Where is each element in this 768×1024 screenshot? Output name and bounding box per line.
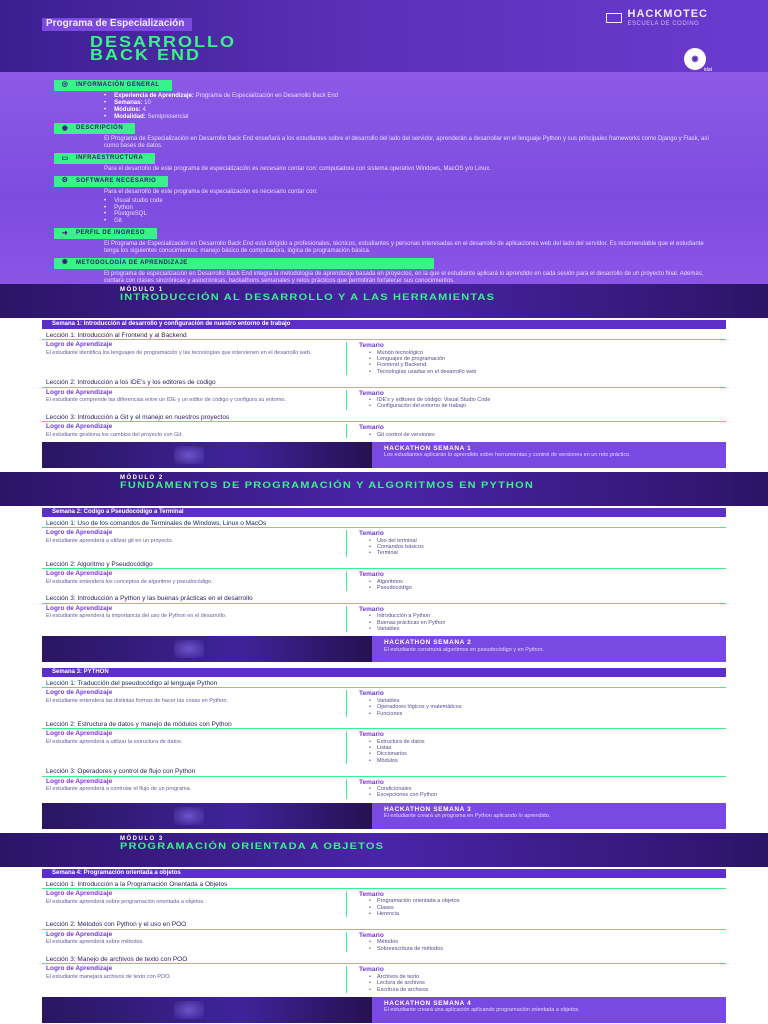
syllabus-item: • Terminal [369, 550, 424, 556]
lesson-row [42, 690, 726, 716]
week-title: Semana 3: PYTHON [42, 668, 726, 677]
module-label: MÓDULO 3 [120, 835, 164, 842]
hackathon-image [42, 442, 372, 468]
syllabus-item: • Archivos de texto [369, 974, 428, 980]
syllabus-item: • Buenas prácticas en Python [369, 620, 445, 626]
syllabus-heading: Temario [359, 778, 384, 786]
hackathon-image [42, 636, 372, 662]
description-text: El Programa de Especialización en Desarrollo Back End enseñará a los estudiantes sobre el desarrollo del lado del servidor, aprenderán a desarrollar en el lenguaje Python y sus principales frameworks como Django y Flask, así como bases de datos. [104, 136, 709, 150]
learning-outcome [42, 571, 347, 591]
week-title: Semana 4: Programación orientada a objetos [42, 869, 726, 878]
lesson-title: Lección 1: Traducción del pseudocódigo al lenguaje Python [42, 680, 726, 688]
info-section [0, 72, 768, 284]
syllabus-item: • Lenguajes de programación [369, 356, 476, 362]
learning-outcome [42, 891, 347, 917]
syllabus [347, 690, 462, 716]
module-label: MÓDULO 1 [120, 287, 164, 293]
hackathon-box [372, 803, 726, 829]
lesson-title: Lección 3: Introducción a Python y las buenas prácticas en el desarrollo [42, 595, 726, 603]
program-title [90, 33, 236, 64]
general-info-value: 10 [142, 99, 151, 106]
general-info-value: Semipresencial [145, 113, 189, 120]
learning-outcome-text: El estudiante aprenderá la importancia del uso de Python en el desarrollo. [46, 613, 227, 620]
lesson-title: Lección 2: Métodos con Python y el uso en POO [42, 921, 726, 929]
lesson-row [42, 530, 726, 556]
brand-logo-icon [606, 13, 622, 23]
week-block [0, 318, 768, 468]
hackathon-image [42, 803, 372, 829]
hackathon-image [42, 997, 372, 1023]
syllabus-heading: Temario [359, 342, 384, 350]
syllabus-item: • Mundo tecnológico [369, 350, 476, 356]
learning-outcome-text: El estudiante aprenderá a utilizar la estructura de datos. [46, 738, 183, 745]
module-label: MÓDULO 2 [120, 474, 164, 481]
learning-outcome [42, 932, 347, 952]
syllabus-item: • Clases [369, 905, 460, 911]
lesson-row [42, 731, 726, 764]
lesson-row [42, 779, 726, 799]
software-pill: ⚙ SOFTWARE NECESARIO [54, 176, 168, 187]
syllabus-item: • Métodos [369, 939, 443, 945]
learning-outcome-heading: Logro de Aprendizaje [46, 965, 113, 973]
general-info-item [104, 107, 714, 114]
syllabus-item: • Módulos [369, 758, 425, 764]
syllabus-item: • Frontend y Backend [369, 362, 476, 368]
learning-outcome [42, 342, 347, 375]
hackathon-title: HACKATHON SEMANA 3 [384, 805, 472, 813]
lesson-title: Lección 1: Uso de los comandos de Terminales de Windows, Linux o MacOs [42, 520, 726, 528]
learning-outcome [42, 390, 347, 410]
brain-icon: ✺ [61, 259, 69, 267]
partner-logo-icon: ◉ [684, 48, 706, 70]
infra-pill: ▭ INFRAESTRUCTURA [54, 153, 155, 164]
week-block [0, 506, 768, 662]
syllabus-heading: Temario [359, 731, 384, 739]
syllabus-heading: Temario [359, 690, 384, 698]
software-item: • PostgreSQL [104, 211, 714, 218]
learning-outcome-heading: Logro de Aprendizaje [46, 423, 113, 431]
syllabus-item: • Escritura de archivos [369, 987, 428, 993]
general-info-key: Módulos: [114, 106, 141, 113]
program-label: Programa de Especialización [42, 18, 192, 31]
syllabus-list [359, 698, 462, 717]
general-info-key: Semanas: [114, 99, 143, 106]
syllabus [347, 966, 428, 992]
title-line-1: DESARROLLO [90, 33, 236, 51]
lesson-row [42, 424, 726, 438]
syllabus-item: • Configuración del entorno de trabajo [369, 403, 490, 409]
hero-banner [0, 0, 768, 72]
learning-outcome-heading: Logro de Aprendizaje [46, 890, 113, 897]
syllabus-item: • Funciones [369, 711, 462, 717]
general-info-key: Experiencia de Aprendizaje: [114, 92, 194, 99]
learning-outcome-text: El estudiante entenderá las distintas formas de hacer las cosas en Python. [46, 697, 228, 704]
lesson-title: Lección 3: Operadores y control de flujo con Python [42, 768, 726, 776]
lesson-row [42, 342, 726, 375]
syllabus-item: • Pseudocódigo [369, 585, 412, 591]
learning-outcome [42, 731, 347, 764]
syllabus-item: • Variables [369, 698, 462, 704]
learning-outcome [42, 966, 347, 992]
syllabus-heading: Temario [359, 424, 384, 432]
syllabus-list [359, 432, 435, 438]
lesson-row [42, 932, 726, 952]
learning-outcome-text: El estudiante gestiona los cambios del proyecto con Git. [46, 431, 183, 438]
software-list [54, 198, 714, 226]
learning-outcome-heading: Logro de Aprendizaje [46, 529, 113, 537]
gear-icon: ⚙ [61, 177, 69, 185]
software-item: • Python [104, 205, 714, 212]
syllabus-list [359, 974, 428, 993]
syllabus-item: • Operadores lógicos y matemáticos [369, 704, 462, 710]
hackathon-text: El estudiante construirá algoritmos en pseudocódigo y en Python. [384, 646, 544, 653]
learning-outcome [42, 690, 347, 716]
week-block [0, 867, 768, 1023]
lesson-row [42, 390, 726, 410]
learning-outcome [42, 779, 347, 799]
lesson-title: Lección 1: Introducción al Frontend y al Backend [42, 332, 726, 340]
syllabus-item: • Git control de versiones [369, 432, 435, 438]
syllabus-heading: Temario [359, 966, 384, 974]
learning-outcome-heading: Logro de Aprendizaje [46, 930, 113, 938]
general-info-item [104, 114, 714, 121]
lesson-block [42, 414, 726, 438]
lesson-block [42, 379, 726, 410]
modules-content [0, 284, 768, 1024]
lesson-block [42, 881, 726, 918]
learning-outcome-heading: Logro de Aprendizaje [46, 570, 113, 578]
lesson-row [42, 891, 726, 917]
lesson-block [42, 680, 726, 717]
profile-text: El Programa de Especialización en Desarrollo Back End está dirigido a profesionales, técnicos, estudiantes y personas interesadas en el desarrollo de aplicaciones web del lado del servidor. Es recomendable que el estudiante tenga los siguientes conocimientos: manejo básico de computadora, lógica de programación básica. [104, 241, 704, 255]
syllabus-item: • Programación orientada a objetos [369, 898, 460, 904]
syllabus-item: • Comandos básicos [369, 544, 424, 550]
method-text: El programa de especialización en Desarrollo Back End integra la metodología de aprendizaje basada en proyectos, en la que el estudiante aplicará lo aprendido en cada sesión para el desarrollo de un proyecto final. Además, contará con clases sincrónicas y asincrónicas, hackathons semanales y retos prácticos que permitirán fortalecer sus conocimientos. [104, 270, 704, 284]
learning-outcome-text: El estudiante identifica los lenguajes de programación y las tecnologías que intervienen en el desarrollo web. [46, 349, 312, 356]
title-line-2: BACK END [90, 46, 202, 64]
learning-outcome [42, 424, 347, 438]
general-info-key: Modalidad: [114, 113, 146, 120]
hackathon-box [372, 997, 726, 1023]
syllabus-item: • Introducción a Python [369, 613, 445, 619]
module-title: PROGRAMACIÓN ORIENTADA A OBJETOS [120, 840, 385, 852]
syllabus [347, 530, 424, 556]
learning-outcome-text: El estudiante manejará archivos de texto con POO. [46, 973, 172, 980]
module-banner [0, 833, 768, 867]
hackathon-box [372, 636, 726, 662]
syllabus-item: • Diccionarios [369, 751, 425, 757]
syllabus-heading: Temario [359, 891, 384, 898]
hackathon-text: El estudiante creará un programa en Python aplicando lo aprendido. [384, 813, 551, 820]
general-info-item [104, 93, 714, 100]
partner-logo-text: idat [703, 67, 712, 72]
brand [606, 8, 709, 28]
syllabus-item: • IDE's y editores de código: Visual Studio Code [369, 397, 490, 403]
syllabus [347, 891, 460, 917]
week-title: Semana 1: Introducción al desarrollo y configuración de nuestro entorno de trabajo [42, 320, 726, 329]
lesson-block [42, 956, 726, 993]
syllabus-heading: Temario [359, 931, 384, 939]
hackathon-block [42, 636, 726, 662]
learning-outcome-heading: Logro de Aprendizaje [46, 689, 113, 697]
week-block [0, 666, 768, 829]
learning-outcome-text: El estudiante aprenderá a utilizar git en un proyecto. [46, 537, 174, 544]
syllabus-item: • Variables [369, 626, 445, 632]
learning-outcome-heading: Logro de Aprendizaje [46, 777, 113, 785]
syllabus-item: • Estructura de datos [369, 739, 425, 745]
syllabus-list [359, 939, 443, 952]
learning-outcome-text: El estudiante entenderá los conceptos de algoritmo y pseudocódigo. [46, 578, 213, 585]
lesson-row [42, 571, 726, 591]
lesson-block [42, 768, 726, 799]
learning-outcome-text: El estudiante aprenderá a controlar el flujo de un programa. [46, 786, 192, 793]
hackathon-block [42, 997, 726, 1023]
learning-outcome-heading: Logro de Aprendizaje [46, 388, 113, 396]
general-info-item [104, 100, 714, 107]
general-info-list [54, 93, 714, 121]
syllabus-item: • Uso del terminal [369, 538, 424, 544]
syllabus-list [359, 397, 490, 410]
syllabus-list [359, 538, 424, 557]
syllabus-heading: Temario [359, 571, 384, 579]
lesson-title: Lección 2: Estructura de datos y manejo de módulos con Python [42, 721, 726, 729]
syllabus-item: • Listas [369, 745, 425, 751]
module-banner [0, 472, 768, 506]
hackathon-box [372, 442, 726, 468]
syllabus [347, 932, 443, 952]
lesson-block [42, 921, 726, 952]
syllabus [347, 342, 476, 375]
syllabus [347, 390, 490, 410]
syllabus [347, 571, 412, 591]
syllabus-list [359, 739, 425, 764]
general-info-value: 4 [140, 106, 146, 113]
module-banner [0, 284, 768, 318]
lesson-block [42, 520, 726, 557]
software-item: • Visual studio code [104, 198, 714, 205]
description-pill: ◉ DESCRIPCIÓN [54, 123, 135, 134]
syllabus-list [359, 350, 476, 375]
lesson-block [42, 595, 726, 632]
syllabus-item: • Sobreescritura de métodos [369, 946, 443, 952]
laptop-icon: ▭ [61, 154, 69, 162]
syllabus [347, 424, 435, 438]
syllabus-heading: Temario [359, 530, 384, 538]
learning-outcome-text: El estudiante aprenderá sobre métodos. [46, 939, 144, 946]
hackathon-title: HACKATHON SEMANA 4 [384, 999, 472, 1007]
lesson-row [42, 606, 726, 632]
syllabus-item: • Tecnologías usadas en el desarrollo web [369, 369, 476, 375]
general-info-pill: ◎ INFORMACIÓN GENERAL [54, 80, 172, 91]
learning-outcome-heading: Logro de Aprendizaje [46, 604, 113, 612]
infra-text: Para el desarrollo de este programa de especialización es necesario contar con: computadora con sistema operativo Windows, MacOS y/o Linux. [104, 166, 491, 173]
hackathon-block [42, 803, 726, 829]
learning-outcome [42, 530, 347, 556]
syllabus-heading: Temario [359, 605, 384, 613]
globe-icon: ◎ [61, 81, 69, 89]
learning-outcome-heading: Logro de Aprendizaje [46, 341, 113, 349]
hackathon-block [42, 442, 726, 468]
syllabus-heading: Temario [359, 389, 384, 397]
hackathon-title: HACKATHON SEMANA 2 [384, 639, 472, 647]
arrow-icon: ➜ [61, 229, 69, 237]
hackathon-text: Los estudiantes aplicarán lo aprendido sobre herramientas y control de versiones en un reto práctico. [384, 452, 631, 459]
module-title: INTRODUCCIÓN AL DESARROLLO Y A LAS HERRAMIENTAS [120, 292, 496, 303]
lesson-title: Lección 3: Manejo de archivos de texto con POO [42, 956, 726, 964]
general-info-value: Programa de Especialización en Desarrollo Back End [193, 92, 338, 99]
lesson-title: Lección 2: Algoritmo y Pseudocódigo [42, 561, 726, 569]
syllabus-item: • Herencia [369, 911, 460, 917]
eye-icon: ◉ [61, 124, 69, 132]
hackathon-text: El estudiante creará una aplicación aplicando programación orientada a objetos. [384, 1007, 580, 1014]
lesson-block [42, 721, 726, 764]
lesson-title: Lección 3: Introducción a Git y el manejo en nuestros proyectos [42, 414, 726, 422]
lesson-title: Lección 1: Introducción a la Programación Orientada a Objetos [42, 881, 726, 889]
software-intro: Para el desarrollo de este programa de especialización es necesario contar con: [104, 188, 318, 195]
learning-outcome-text: El estudiante aprenderá sobre programación orientada a objetos. [46, 898, 205, 905]
syllabus [347, 779, 437, 799]
learning-outcome-text: El estudiante comprende las diferencias entre un IDE y un editor de código y configura su entorno. [46, 397, 287, 404]
lesson-row [42, 966, 726, 992]
hackathon-title: HACKATHON SEMANA 1 [384, 444, 472, 452]
lesson-block [42, 561, 726, 592]
syllabus [347, 731, 425, 764]
syllabus-list [359, 579, 412, 592]
learning-outcome [42, 606, 347, 632]
syllabus-list [359, 786, 437, 799]
method-pill: ✺ METODOLOGÍA DE APRENDIZAJE [54, 258, 434, 269]
syllabus-item: • Lectura de archivos [369, 980, 428, 986]
syllabus [347, 606, 445, 632]
software-item: • Git [104, 218, 714, 225]
learning-outcome-heading: Logro de Aprendizaje [46, 730, 113, 738]
syllabus-item: • Condicionales [369, 786, 437, 792]
syllabus-item: • Excepciones con Python [369, 792, 437, 798]
module-title: FUNDAMENTOS DE PROGRAMACIÓN Y ALGORITMOS EN PYTHON [120, 480, 535, 491]
lesson-title: Lección 2: Introducción a los IDE's y los editores de código [42, 379, 726, 387]
week-title: Semana 2: Código a Pseudocódigo a Terminal [42, 508, 726, 517]
syllabus-list [359, 898, 460, 917]
profile-pill: ➜ PERFIL DE INGRESO [54, 228, 157, 239]
syllabus-list [359, 613, 445, 632]
lesson-block [42, 332, 726, 375]
brand-sub: ESCUELA DE CODING [627, 20, 700, 27]
brand-name: HACKMOTEC [627, 8, 708, 20]
syllabus-item: • Algoritmos [369, 579, 412, 585]
